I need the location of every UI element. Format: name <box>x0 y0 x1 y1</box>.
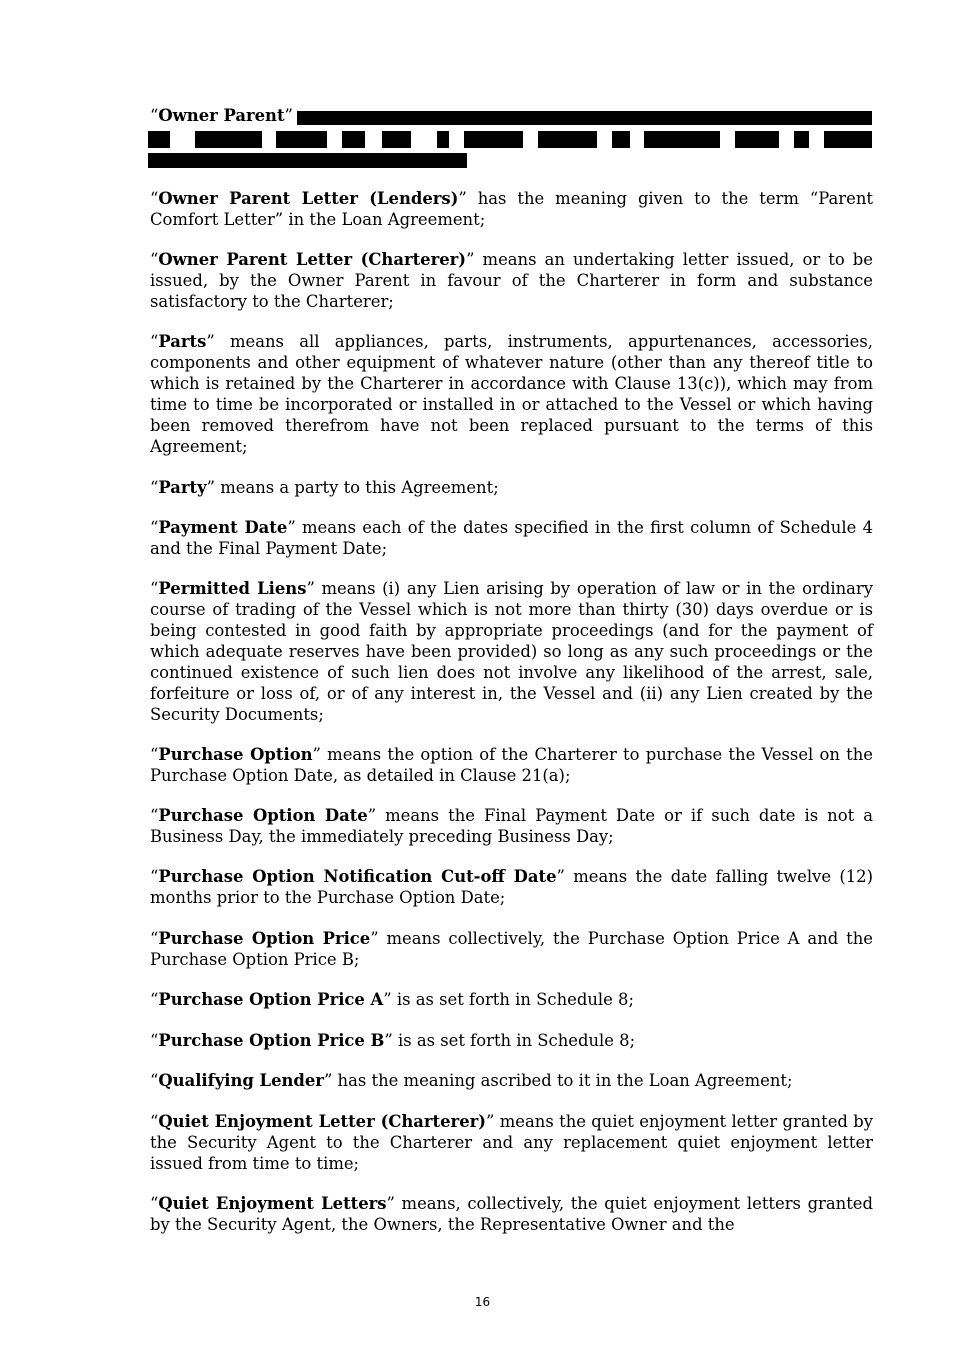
quote-close: ” <box>383 990 392 1009</box>
defined-term: Party <box>158 478 207 497</box>
quote-open: “ <box>150 1194 159 1213</box>
defined-term: Purchase Option Date <box>158 806 368 825</box>
definition-paragraph <box>150 744 873 786</box>
quote-open: “ <box>150 1071 159 1090</box>
definition-text: means the Final Payment Date or if such date is not a Business Day, the immediately preceding Business Day; <box>150 806 873 846</box>
quote-close: ” <box>556 867 565 886</box>
definition-text: means all appliances, parts, instruments, appurtenances, accessories, components and other equipment of whatever nature (other than any thereof title to which is retained by the Charterer in accordance with Clause 13(c)), which may from time to time be incorporated or installed in or attached to the Vessel or which having been removed therefrom have not been replaced pursuant to the terms of this Agreement; <box>150 332 873 456</box>
quote-close: ” <box>386 1194 395 1213</box>
definition-text: means collectively, the Purchase Option Price A and the Purchase Option Price B; <box>150 929 873 969</box>
defined-term: Owner Parent Letter (Charterer) <box>158 250 467 269</box>
quote-close: ” <box>206 478 216 497</box>
quote-open: “ <box>150 1031 159 1050</box>
definition-text: means the date falling twelve (12) months prior to the Purchase Option Date; <box>150 867 873 907</box>
defined-term: Purchase Option Price A <box>158 990 384 1009</box>
quote-close: ” <box>306 579 315 598</box>
definition-text: means the quiet enjoyment letter granted by the Security Agent to the Charterer and any replacement quiet enjoyment letter issued from time to time; <box>150 1112 873 1173</box>
quote-close: ” <box>466 250 475 269</box>
definition-paragraph <box>150 805 873 847</box>
definition-paragraph <box>150 1111 873 1174</box>
definition-text: means, collectively, the quiet enjoyment letters granted by the Security Agent, the Owners, the Representative Owner and the <box>150 1194 873 1234</box>
definition-text: means a party to this Agreement; <box>215 478 499 497</box>
definition-paragraph <box>150 866 873 908</box>
definition-paragraph <box>150 1030 873 1051</box>
quote-close: ” <box>312 745 321 764</box>
definition-text: means an undertaking letter issued, or to be issued, by the Owner Parent in favour of the Charterer in form and substance satisfactory to the Charterer; <box>150 250 873 311</box>
defined-term: Purchase Option Price B <box>158 1031 385 1050</box>
defined-term: Qualifying Lender <box>158 1071 324 1090</box>
quote-close: ” <box>206 332 215 351</box>
quote-open: “ <box>150 1112 159 1131</box>
definition-text: has the meaning given to the term “Parent Comfort Letter” in the Loan Agreement; <box>150 189 873 229</box>
defined-term: Permitted Liens <box>158 579 307 598</box>
quote-close: ” <box>384 1031 393 1050</box>
defined-term: Purchase Option <box>158 745 313 764</box>
page-number: 16 <box>474 1295 491 1309</box>
definition-paragraph <box>150 188 873 230</box>
definition-text: means (i) any Lien arising by operation of law or in the ordinary course of trading of the Vessel which is not more than thirty (30) days overdue or is being contested in good faith by appropriate proceedings (and for the payment of which adequate reserves have been provided) so long as any such proceedings or the continued existence of such lien does not involve any likelihood of the arrest, sale, forfeiture or loss of, or of any interest in, the Vessel and (ii) any Lien created by the Security Documents; <box>150 579 873 724</box>
definition-paragraph <box>150 249 873 312</box>
defined-term: Purchase Option Price <box>158 929 371 948</box>
definition-paragraph <box>150 578 873 725</box>
defined-term: Owner Parent <box>158 106 285 125</box>
quote-close: ” <box>367 806 377 825</box>
definition-paragraph <box>150 477 873 498</box>
quote-open: “ <box>150 867 159 886</box>
definition-paragraph <box>150 1070 873 1091</box>
quote-open: “ <box>150 332 159 351</box>
definition-text: means the option of the Charterer to purchase the Vessel on the Purchase Option Date, as detailed in Clause 21(a); <box>150 745 873 785</box>
quote-close: ” <box>486 1112 495 1131</box>
definition-paragraph <box>150 928 873 970</box>
defined-term: Owner Parent Letter (Lenders) <box>158 189 459 208</box>
definition-text: is as set forth in Schedule 8; <box>392 1031 636 1050</box>
quote-open: “ <box>150 250 159 269</box>
quote-open: “ <box>150 189 159 208</box>
defined-term: Purchase Option Notification Cut-off Date <box>158 867 557 886</box>
quote-open: “ <box>150 990 159 1009</box>
definition-text: has the meaning ascribed to it in the Loan Agreement; <box>332 1071 793 1090</box>
defined-term: Quiet Enjoyment Letters <box>158 1194 387 1213</box>
definition-paragraph <box>150 517 873 559</box>
quote-open: “ <box>150 929 159 948</box>
definition-paragraph <box>150 1193 873 1235</box>
definition-paragraph <box>150 331 873 457</box>
quote-open: “ <box>150 478 159 497</box>
defined-term: Payment Date <box>158 518 288 537</box>
quote-open: “ <box>150 745 159 764</box>
quote-close: ” <box>323 1071 333 1090</box>
definition-text: is as set forth in Schedule 8; <box>391 990 634 1009</box>
defined-term: Parts <box>158 332 207 351</box>
quote-open: “ <box>150 106 159 125</box>
quote-close: ” <box>287 518 296 537</box>
definition-paragraph <box>150 989 873 1010</box>
defined-term: Quiet Enjoyment Letter (Charterer) <box>158 1112 487 1131</box>
quote-close: ” <box>370 929 379 948</box>
quote-close: ” <box>458 189 467 208</box>
quote-close: ” <box>284 106 293 125</box>
quote-open: “ <box>150 518 159 537</box>
quote-open: “ <box>150 806 159 825</box>
definition-text: means each of the dates specified in the first column of Schedule 4 and the Final Payment Date; <box>150 518 874 558</box>
quote-open: “ <box>150 579 159 598</box>
